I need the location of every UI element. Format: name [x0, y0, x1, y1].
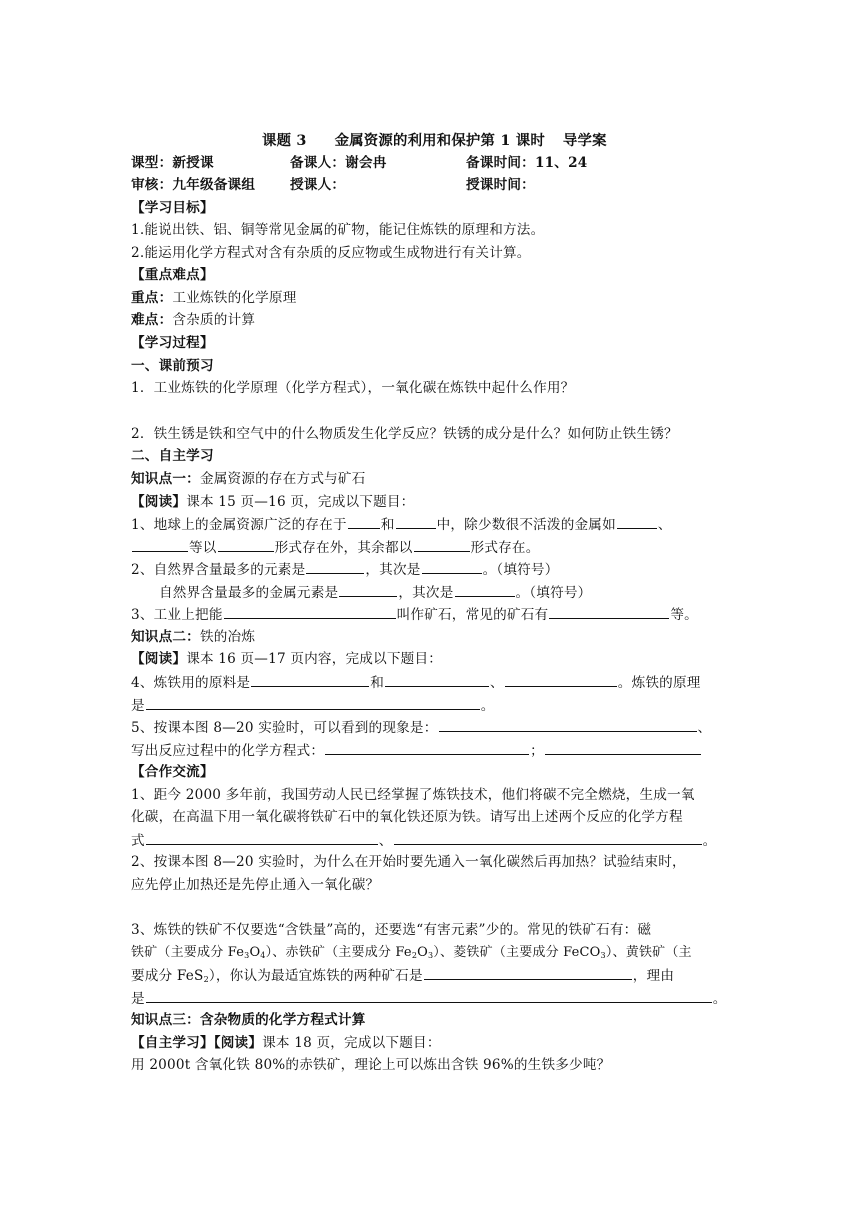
- blank[interactable]: [394, 830, 702, 845]
- coop-question-3-cont: 要成分 FeS$_2$），你认为最适宜炼铁的两种矿石是 ，理由: [131, 965, 674, 986]
- kp2-question-4-cont: 是 。: [131, 695, 495, 716]
- blank[interactable]: [146, 695, 480, 710]
- coop-heading: 【合作交流】: [131, 764, 214, 780]
- teach-time: 授课时间：: [466, 177, 535, 193]
- kp2-heading: 知识点二：铁的冶炼: [131, 629, 256, 645]
- coop-question-3-cont: 是 。: [131, 988, 727, 1009]
- blank[interactable]: [414, 537, 470, 552]
- coop-question-3: 3、炼铁的铁矿不仅要选“含铁量”高的，还要选“有害元素”少的。常见的铁矿石有：磁: [131, 922, 652, 938]
- blank[interactable]: [385, 672, 489, 687]
- blank[interactable]: [132, 537, 188, 552]
- key-point: 重点：工业炼铁的化学原理: [131, 290, 297, 306]
- preview-heading: 一、课前预习: [131, 358, 214, 374]
- self-study-heading: 二、自主学习: [131, 448, 214, 464]
- blank[interactable]: [218, 537, 274, 552]
- blank[interactable]: [396, 514, 436, 529]
- kp1-question-1: 1、地球上的金属资源广泛的存在于 和 中，除少数很不活泼的金属如 、: [131, 514, 672, 535]
- prep-time: 备课时间：11、24: [466, 155, 588, 171]
- blank[interactable]: [505, 672, 617, 687]
- blank[interactable]: [439, 717, 697, 732]
- process-heading: 【学习过程】: [131, 335, 214, 351]
- coop-question-1-cont: 式 、 。: [131, 830, 716, 851]
- hard-point: 难点：含杂质的计算: [131, 312, 256, 328]
- kp3-problem: 用 2000t 含氧化铁 80%的赤铁矿，理论上可以炼出含铁 96%的生铁多少吨？: [131, 1057, 611, 1073]
- coop-question-3-cont: 铁矿（主要成分 $Fe_3O_4$）、赤铁矿（主要成分 $Fe_2O_3$）、菱铁矿（主要成分 FeCO$_3$）、黄铁矿（主: [131, 945, 692, 960]
- kp2-question-4: 4、炼铁用的原料是 和 、 。炼铁的原理: [131, 672, 701, 693]
- goal-item: 1.能说出铁、铝、铜等常见金属的矿物，能记住炼铁的原理和方法。: [131, 222, 545, 238]
- blank[interactable]: [224, 604, 396, 619]
- preview-question: 1．工业炼铁的化学原理（化学方程式），一氧化碳在炼铁中起什么作用？: [131, 380, 575, 396]
- reviewer: 审核：九年级备课组: [131, 177, 256, 193]
- goals-heading: 【学习目标】: [131, 200, 214, 216]
- blank[interactable]: [339, 582, 397, 597]
- blank[interactable]: [617, 514, 657, 529]
- doc-type: 导学案: [562, 132, 607, 149]
- coop-question-2-cont: 应先停止加热还是先停止通入一氧化碳？: [131, 877, 380, 893]
- kp2-question-5-cont: 写出反应过程中的化学方程式： ；: [131, 740, 702, 761]
- blank[interactable]: [549, 604, 669, 619]
- kp1-question-2: 2、自然界含量最多的元素是 ，其次是 。（填符号）: [131, 559, 559, 580]
- coop-question-2: 2、按课本图 8—20 实验时，为什么在开始时要先通入一氧化碳然后再加热？试验结束时，: [131, 854, 686, 870]
- blank[interactable]: [306, 559, 364, 574]
- coop-question-1-cont: 化碳，在高温下用一氧化碳将铁矿石中的氧化铁还原为铁。请写出上述两个反应的化学方程: [131, 809, 683, 825]
- kp1-heading: 知识点一：金属资源的存在方式与矿石: [131, 471, 366, 487]
- kp2-read: 【阅读】课本 16 页—17 页内容，完成以下题目：: [131, 651, 443, 667]
- kp1-question-3: 3、工业上把能 叫作矿石，常见的矿石有 等。: [131, 604, 698, 625]
- course-type: 课型：新授课: [131, 155, 214, 171]
- blank[interactable]: [422, 559, 482, 574]
- blank[interactable]: [146, 988, 712, 1003]
- teacher: 授课人：: [290, 177, 346, 193]
- kp3-heading: 知识点三：含杂物质的化学方程式计算: [131, 1012, 366, 1028]
- goal-item: 2.能运用化学方程式对含有杂质的反应物或生成物进行有关计算。: [131, 245, 531, 261]
- blank[interactable]: [348, 514, 380, 529]
- blank[interactable]: [545, 740, 701, 755]
- lesson-title: 金属资源的利用和保护第 1 课时: [334, 132, 545, 149]
- page-title: [262, 131, 607, 151]
- blank[interactable]: [146, 830, 378, 845]
- keypoints-heading: 【重点难点】: [131, 267, 214, 283]
- blank[interactable]: [325, 740, 529, 755]
- lesson-number: 课题 3: [262, 132, 307, 149]
- preview-question: 2．铁生锈是铁和空气中的什么物质发生化学反应？铁锈的成分是什么？如何防止铁生锈？: [131, 426, 678, 442]
- blank[interactable]: [455, 582, 515, 597]
- preparer: 备课人：谢会冉: [290, 155, 387, 171]
- kp1-read: 【阅读】课本 15 页—16 页，完成以下题目：: [131, 494, 415, 510]
- kp3-read: 【自主学习】【阅读】课本 18 页，完成以下题目：: [131, 1035, 441, 1051]
- blank[interactable]: [251, 672, 369, 687]
- coop-question-1: 1、距今 2000 多年前，我国劳动人民已经掌握了炼铁技术，他们将碳不完全燃烧，生成一氧: [131, 787, 695, 803]
- kp1-question-2-cont: 自然界含量最多的金属元素是 ，其次是 。（填符号）: [159, 582, 591, 603]
- kp2-question-5: 5、按课本图 8—20 实验时，可以看到的现象是： 、: [131, 717, 711, 738]
- kp1-question-1-cont: 等以 形式存在外，其余都以 形式存在。: [131, 537, 540, 558]
- blank[interactable]: [424, 965, 632, 980]
